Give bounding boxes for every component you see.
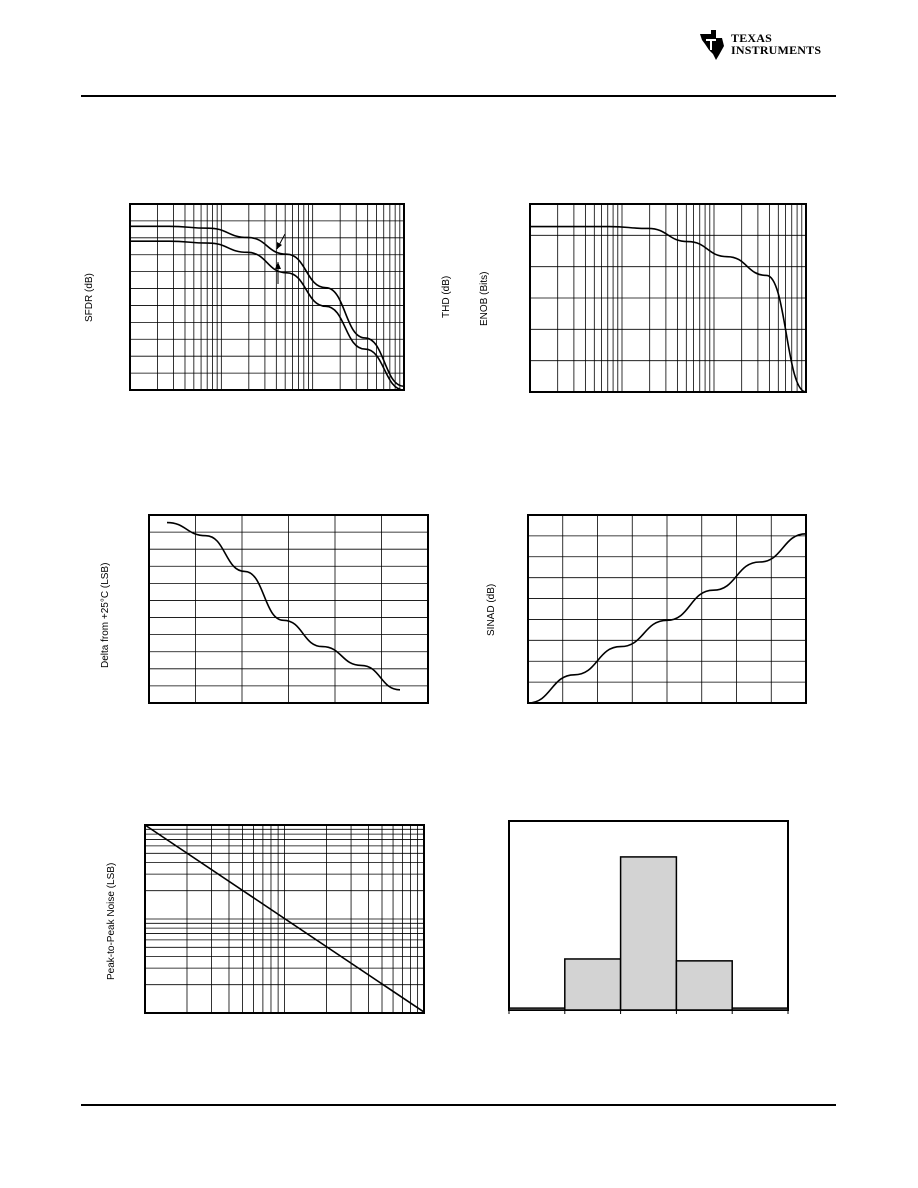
histogram-bar — [509, 1008, 565, 1010]
sfdr-frame — [130, 204, 404, 390]
sinad-ylabel: SINAD (dB) — [486, 583, 497, 636]
histogram-bar — [676, 961, 732, 1010]
thd-ylabel: THD (dB) — [441, 275, 452, 318]
histogram-bar — [565, 959, 621, 1010]
logo-line1: TEXAS — [731, 31, 773, 45]
histogram-bars — [509, 857, 788, 1010]
header-rule — [81, 95, 836, 97]
histogram-bar — [621, 857, 677, 1010]
sfdr-ylabel: SFDR (dB) — [84, 273, 95, 322]
delta-series-1 — [167, 523, 400, 690]
sfdr-chart — [130, 204, 404, 390]
ti-wordmark — [731, 32, 821, 56]
sfdr-series-1 — [130, 226, 404, 386]
noise-ylabel: Peak-to-Peak Noise (LSB) — [106, 862, 117, 980]
ti-state-icon — [697, 28, 729, 62]
sfdr-arrow-lower — [275, 262, 281, 284]
sfdr-grid — [130, 204, 404, 390]
sfdr-arrow-upper — [277, 234, 285, 249]
delta-chart — [149, 515, 428, 703]
histogram-bar — [732, 1008, 788, 1010]
delta-grid — [149, 515, 428, 703]
footer-rule — [81, 1104, 836, 1106]
sfdr-series-2 — [130, 241, 404, 390]
enob-ylabel: ENOB (Bits) — [479, 271, 490, 326]
thd-series-1 — [530, 227, 806, 392]
ti-logo — [697, 28, 842, 64]
logo-line2: INSTRUMENTS — [731, 43, 822, 57]
delta-ylabel: Delta from +25°C (LSB) — [100, 562, 111, 668]
sinad-chart — [528, 515, 806, 703]
thd-chart — [530, 204, 806, 392]
noise-chart — [145, 825, 424, 1013]
histogram-chart — [509, 821, 789, 1015]
thd-grid — [530, 204, 806, 392]
